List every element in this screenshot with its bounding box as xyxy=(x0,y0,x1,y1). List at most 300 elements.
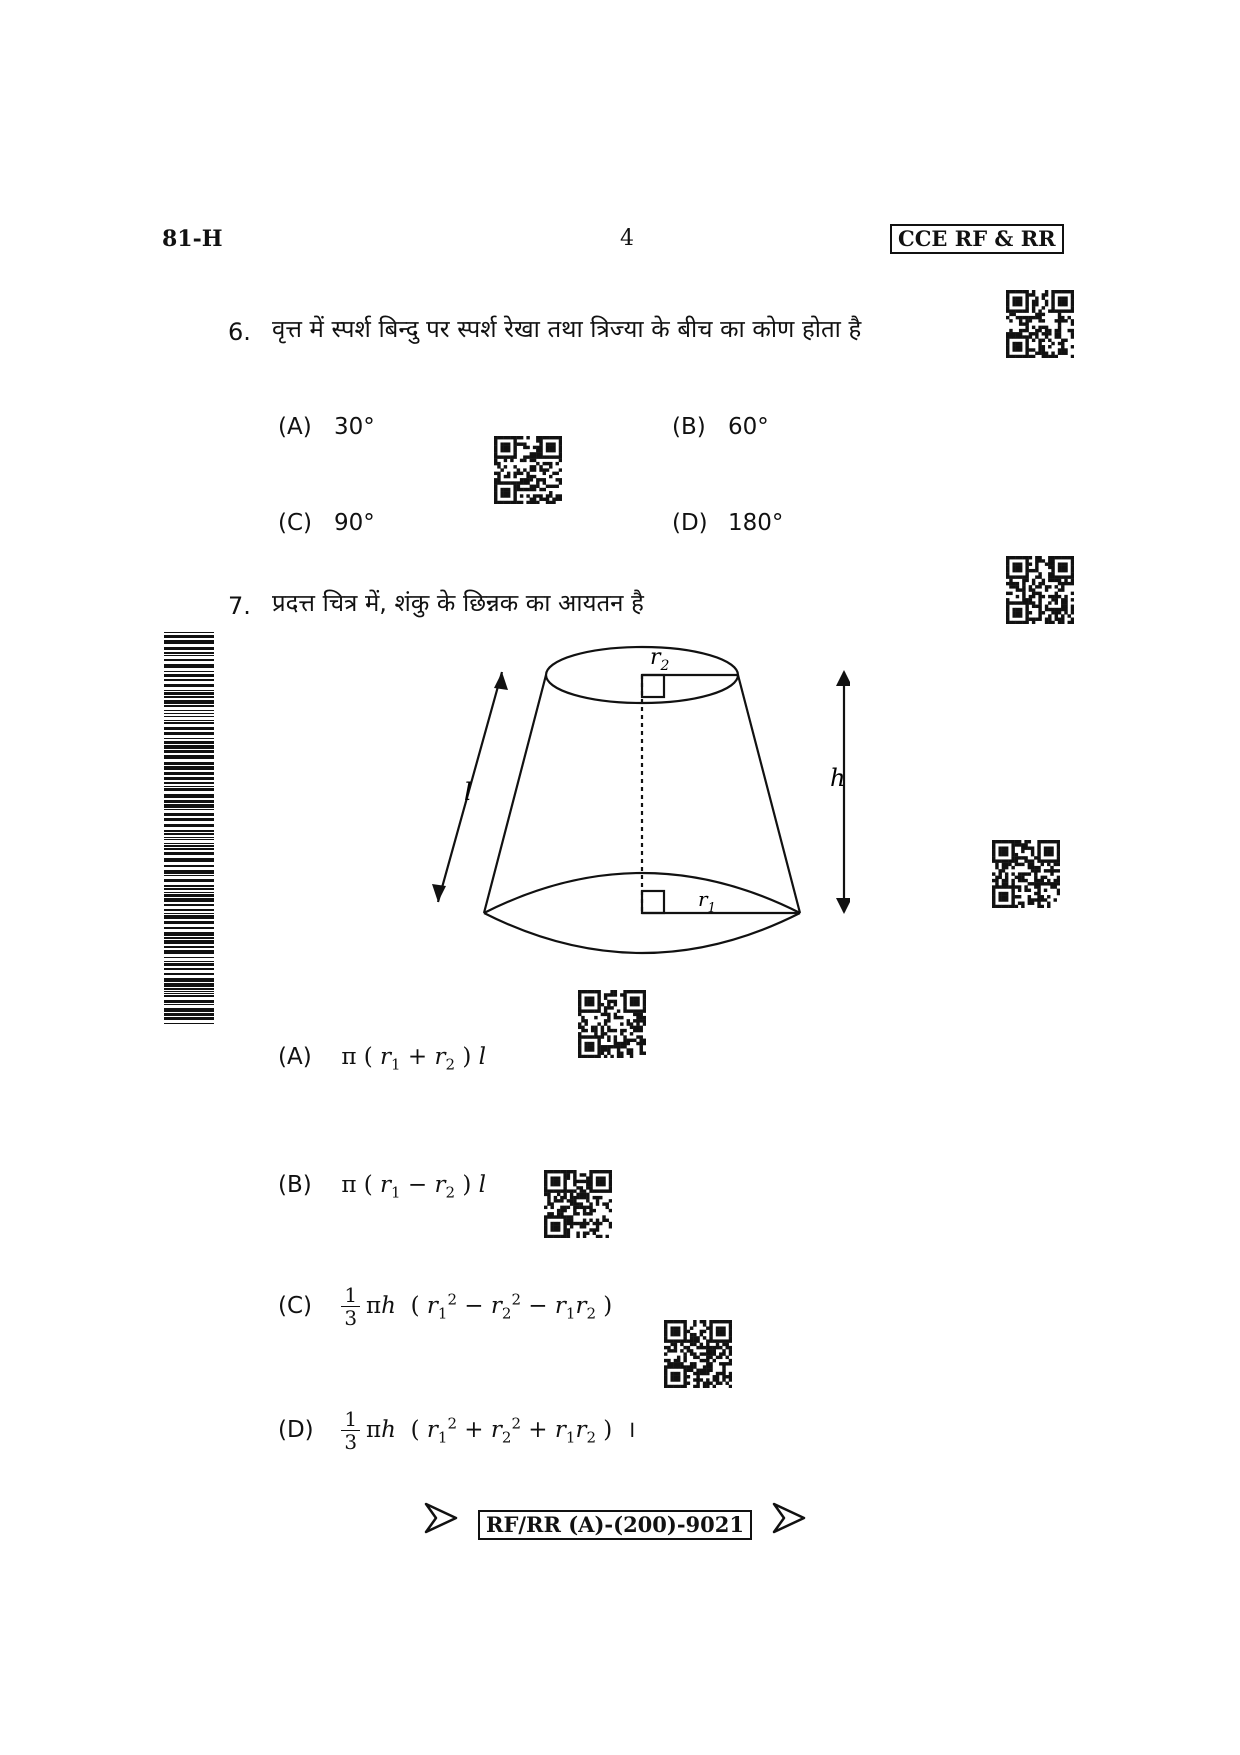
qr-module xyxy=(1038,345,1041,348)
qr-module xyxy=(1021,843,1024,846)
qr-module xyxy=(667,1339,670,1342)
qr-module xyxy=(556,494,559,497)
qr-module xyxy=(1064,319,1067,322)
qr-module xyxy=(589,1186,592,1189)
qr-module xyxy=(533,452,536,455)
qr-module xyxy=(576,1212,579,1215)
barcode-bar xyxy=(164,894,214,897)
qr-module xyxy=(677,1330,680,1333)
qr-module xyxy=(560,1235,563,1238)
qr-module xyxy=(581,1016,584,1019)
qr-module xyxy=(995,863,998,866)
qr-module xyxy=(1068,290,1071,293)
qr-module xyxy=(667,1346,670,1349)
qr-module xyxy=(1058,342,1061,345)
qr-module xyxy=(677,1362,680,1365)
qr-module xyxy=(1019,345,1022,348)
qr-module xyxy=(1064,556,1067,559)
question-6-text: वृत्त में स्पर्श बिन्दु पर स्पर्श रेखा तथा त्रिज्या के बीच का कोण होता है xyxy=(272,315,862,343)
qr-module xyxy=(1022,575,1025,578)
qr-module xyxy=(583,1193,586,1196)
qr-module xyxy=(591,996,594,999)
barcode-bar xyxy=(164,843,214,844)
barcode-bar xyxy=(164,800,214,803)
qr-module xyxy=(1012,585,1015,588)
qr-module xyxy=(576,1180,579,1183)
qr-module xyxy=(597,1045,600,1048)
qr-module xyxy=(1047,853,1050,856)
qr-module xyxy=(500,494,503,497)
qr-module xyxy=(614,993,617,996)
qr-module xyxy=(1071,566,1074,569)
qr-module xyxy=(640,1042,643,1045)
qr-module xyxy=(589,1219,592,1222)
qr-module xyxy=(559,481,562,484)
qr-module xyxy=(494,455,497,458)
qr-module xyxy=(1006,303,1009,306)
qr-module xyxy=(1038,608,1041,611)
qr-module xyxy=(995,859,998,862)
qr-module xyxy=(1054,869,1057,872)
qr-module xyxy=(706,1343,709,1346)
qr-module xyxy=(517,501,520,504)
qr-module xyxy=(1025,618,1028,621)
qr-module xyxy=(559,468,562,471)
qr-module xyxy=(1029,293,1032,296)
qr-module xyxy=(640,1019,643,1022)
barcode-bar xyxy=(164,696,214,698)
qr-module xyxy=(1058,332,1061,335)
qr-module xyxy=(1005,898,1008,901)
qr-module xyxy=(1002,898,1005,901)
barcode-bar xyxy=(164,652,214,654)
qr-module xyxy=(1051,611,1054,614)
qr-module xyxy=(1055,335,1058,338)
qr-module xyxy=(670,1339,673,1342)
qr-module xyxy=(664,1372,667,1375)
qr-module xyxy=(1011,843,1014,846)
qr-module xyxy=(1057,892,1060,895)
qr-module xyxy=(664,1323,667,1326)
qr-module xyxy=(677,1365,680,1368)
qr-module xyxy=(1006,569,1009,572)
qr-module xyxy=(586,1232,589,1235)
qr-module xyxy=(1038,592,1041,595)
qr-module xyxy=(552,442,555,445)
qr-module xyxy=(517,442,520,445)
qr-module xyxy=(530,475,533,478)
qr-module xyxy=(614,1039,617,1042)
qr-module xyxy=(596,1170,599,1173)
qr-module xyxy=(703,1372,706,1375)
qr-module xyxy=(1024,879,1027,882)
qr-module xyxy=(690,1349,693,1352)
qr-module xyxy=(677,1359,680,1362)
barcode-bar xyxy=(164,804,214,808)
qr-module xyxy=(1041,840,1044,843)
qr-module xyxy=(536,478,539,481)
qr-module xyxy=(1058,326,1061,329)
qr-module xyxy=(1031,863,1034,866)
qr-module xyxy=(606,1202,609,1205)
qr-module xyxy=(1058,588,1061,591)
qr-module xyxy=(1055,329,1058,332)
qr-module xyxy=(729,1352,732,1355)
qr-module xyxy=(563,1225,566,1228)
qr-module xyxy=(700,1343,703,1346)
qr-module xyxy=(696,1369,699,1372)
qr-module xyxy=(623,996,626,999)
qr-module xyxy=(670,1385,673,1388)
qr-module xyxy=(588,1000,591,1003)
qr-module xyxy=(1071,355,1074,358)
qr-module xyxy=(586,1212,589,1215)
qr-module xyxy=(580,1186,583,1189)
qr-module xyxy=(700,1369,703,1372)
qr-module xyxy=(556,455,559,458)
qr-module xyxy=(523,468,526,471)
qr-module xyxy=(1044,889,1047,892)
qr-module xyxy=(643,990,646,993)
qr-module xyxy=(706,1352,709,1355)
qr-module xyxy=(1006,562,1009,565)
qr-module xyxy=(630,1032,633,1035)
qr-module xyxy=(507,488,510,491)
qr-module xyxy=(617,1052,620,1055)
qr-module xyxy=(520,481,523,484)
qr-module xyxy=(1051,290,1054,293)
qr-module xyxy=(713,1339,716,1342)
qr-module xyxy=(1064,348,1067,351)
qr-module xyxy=(617,1055,620,1058)
qr-module xyxy=(517,488,520,491)
qr-module xyxy=(544,1232,547,1235)
qr-module xyxy=(1024,872,1027,875)
qr-module xyxy=(677,1385,680,1388)
barcode-bar xyxy=(164,632,214,633)
qr-module xyxy=(563,1193,566,1196)
qr-module xyxy=(1016,556,1019,559)
qr-module xyxy=(623,1045,626,1048)
barcode-bar xyxy=(164,978,214,982)
qr-module xyxy=(546,494,549,497)
barcode-bar xyxy=(164,993,214,994)
qr-module xyxy=(1002,840,1005,843)
option-value: 60° xyxy=(728,414,769,440)
qr-module xyxy=(1061,608,1064,611)
qr-module xyxy=(1025,621,1028,624)
qr-module xyxy=(664,1382,667,1385)
qr-module xyxy=(597,1006,600,1009)
qr-module xyxy=(552,472,555,475)
qr-module xyxy=(596,1183,599,1186)
barcode-bar xyxy=(164,1023,214,1024)
qr-module xyxy=(1016,601,1019,604)
label-h: h xyxy=(830,764,846,792)
qr-module xyxy=(998,895,1001,898)
qr-module xyxy=(722,1369,725,1372)
qr-module xyxy=(693,1372,696,1375)
qr-module xyxy=(543,481,546,484)
qr-module xyxy=(709,1346,712,1349)
qr-module xyxy=(1016,575,1019,578)
barcode-bar xyxy=(164,786,214,787)
qr-module xyxy=(604,996,607,999)
qr-module xyxy=(504,449,507,452)
qr-module xyxy=(620,1052,623,1055)
qr-module xyxy=(552,449,555,452)
barcode-bar xyxy=(164,904,214,906)
qr-module xyxy=(546,446,549,449)
qr-module xyxy=(1050,846,1053,849)
qr-module xyxy=(617,1009,620,1012)
qr-module xyxy=(1055,575,1058,578)
qr-module xyxy=(513,501,516,504)
qr-module xyxy=(1006,621,1009,624)
qr-module xyxy=(1071,345,1074,348)
barcode-bar xyxy=(164,777,214,780)
qr-module xyxy=(700,1330,703,1333)
arrow-head xyxy=(836,898,850,914)
qr-module xyxy=(1048,329,1051,332)
qr-module xyxy=(1011,866,1014,869)
qr-module xyxy=(544,1193,547,1196)
qr-module xyxy=(1018,872,1021,875)
qr-module xyxy=(586,1222,589,1225)
qr-module xyxy=(601,1029,604,1032)
qr-module xyxy=(1011,902,1014,905)
barcode-bar xyxy=(164,892,214,893)
qr-module xyxy=(576,1235,579,1238)
qr-module xyxy=(1019,566,1022,569)
qr-module xyxy=(633,990,636,993)
qr-module xyxy=(687,1346,690,1349)
option-label: (B) xyxy=(672,414,706,440)
qr-module xyxy=(513,498,516,501)
barcode-bar xyxy=(164,961,214,962)
qr-module xyxy=(1025,345,1028,348)
qr-module xyxy=(1032,303,1035,306)
qr-module xyxy=(1032,569,1035,572)
qr-module xyxy=(1019,332,1022,335)
qr-module xyxy=(667,1320,670,1323)
qr-module xyxy=(683,1339,686,1342)
qr-module xyxy=(1009,556,1012,559)
qr-module xyxy=(1068,309,1071,312)
option-value: 30° xyxy=(334,414,375,440)
qr-module xyxy=(1031,902,1034,905)
qr-module xyxy=(729,1346,732,1349)
qr-module xyxy=(546,468,549,471)
qr-module xyxy=(1061,339,1064,342)
qr-module xyxy=(549,462,552,465)
qr-module xyxy=(1016,355,1019,358)
qr-module xyxy=(1058,309,1061,312)
qr-module xyxy=(693,1365,696,1368)
qr-module xyxy=(1045,303,1048,306)
qr-module xyxy=(709,1326,712,1329)
qr-module xyxy=(523,488,526,491)
qr-module xyxy=(716,1330,719,1333)
qr-module xyxy=(563,1176,566,1179)
qr-module xyxy=(627,1042,630,1045)
barcode-bar xyxy=(164,991,214,992)
qr-module xyxy=(1015,895,1018,898)
q6-option-a xyxy=(278,414,375,440)
qr-module xyxy=(1025,306,1028,309)
qr-module xyxy=(533,498,536,501)
qr-module xyxy=(1022,309,1025,312)
qr-module xyxy=(1042,313,1045,316)
qr-module xyxy=(998,869,1001,872)
qr-module xyxy=(1038,601,1041,604)
qr-module xyxy=(1050,869,1053,872)
qr-module xyxy=(573,1212,576,1215)
qr-module xyxy=(636,1026,639,1029)
qr-module xyxy=(510,436,513,439)
qr-module xyxy=(1044,876,1047,879)
qr-module xyxy=(563,1222,566,1225)
label-r2: $r_2$ xyxy=(650,645,670,674)
qr-module xyxy=(530,452,533,455)
qr-module xyxy=(591,1000,594,1003)
qr-module xyxy=(1045,618,1048,621)
qr-module xyxy=(1057,843,1060,846)
qr-module xyxy=(636,1003,639,1006)
qr-module xyxy=(1061,348,1064,351)
qr-module xyxy=(536,439,539,442)
qr-module xyxy=(517,481,520,484)
qr-module xyxy=(546,455,549,458)
qr-module xyxy=(552,501,555,504)
right-angle-bottom xyxy=(642,891,664,913)
qr-module xyxy=(1038,618,1041,621)
qr-module xyxy=(1061,569,1064,572)
qr-module xyxy=(539,494,542,497)
qr-module xyxy=(640,1013,643,1016)
qr-module xyxy=(510,455,513,458)
qr-module xyxy=(664,1385,667,1388)
qr-module xyxy=(523,481,526,484)
barcode-bar xyxy=(164,995,214,997)
qr-module xyxy=(703,1352,706,1355)
qr-module xyxy=(1018,840,1021,843)
barcode-bar xyxy=(164,813,214,816)
barcode-bar xyxy=(164,710,214,711)
qr-module xyxy=(1032,601,1035,604)
qr-module xyxy=(573,1189,576,1192)
qr-module xyxy=(1005,850,1008,853)
qr-code-icon xyxy=(1006,290,1074,358)
qr-module xyxy=(578,1000,581,1003)
qr-module xyxy=(1057,863,1060,866)
barcode-bar xyxy=(164,932,214,936)
qr-module xyxy=(1016,316,1019,319)
qr-module xyxy=(1051,293,1054,296)
qr-module xyxy=(573,1180,576,1183)
qr-module xyxy=(1051,575,1054,578)
qr-module xyxy=(713,1346,716,1349)
qr-module xyxy=(606,1170,609,1173)
qr-module xyxy=(1051,355,1054,358)
qr-module xyxy=(554,1199,557,1202)
qr-module xyxy=(567,1206,570,1209)
qr-module xyxy=(596,1199,599,1202)
qr-module xyxy=(709,1356,712,1359)
qr-module xyxy=(683,1375,686,1378)
qr-module xyxy=(1061,582,1064,585)
qr-module xyxy=(591,1026,594,1029)
qr-module xyxy=(1055,290,1058,293)
barcode-bar xyxy=(164,830,214,832)
qr-module xyxy=(992,853,995,856)
qr-module xyxy=(1019,319,1022,322)
qr-module xyxy=(992,905,995,908)
qr-module xyxy=(530,488,533,491)
qr-module xyxy=(713,1375,716,1378)
qr-module xyxy=(1016,582,1019,585)
qr-module xyxy=(630,996,633,999)
qr-module xyxy=(1015,863,1018,866)
qr-module xyxy=(1016,300,1019,303)
qr-module xyxy=(1055,579,1058,582)
qr-module xyxy=(1019,621,1022,624)
qr-module xyxy=(1048,556,1051,559)
qr-module xyxy=(610,1029,613,1032)
qr-module xyxy=(1054,863,1057,866)
qr-module xyxy=(703,1382,706,1385)
qr-module xyxy=(1071,306,1074,309)
qr-module xyxy=(573,1222,576,1225)
qr-module xyxy=(1025,335,1028,338)
qr-module xyxy=(1047,846,1050,849)
qr-module xyxy=(1048,621,1051,624)
qr-module xyxy=(1068,621,1071,624)
qr-module xyxy=(536,446,539,449)
qr-module xyxy=(570,1193,573,1196)
qr-module xyxy=(670,1362,673,1365)
qr-module xyxy=(544,1180,547,1183)
qr-module xyxy=(1064,582,1067,585)
qr-module xyxy=(543,478,546,481)
qr-module xyxy=(693,1333,696,1336)
option-label: (A) xyxy=(278,414,312,440)
qr-module xyxy=(584,1048,587,1051)
qr-module xyxy=(604,1048,607,1051)
qr-module xyxy=(1038,585,1041,588)
qr-module xyxy=(604,1006,607,1009)
qr-module xyxy=(1028,889,1031,892)
qr-module xyxy=(674,1378,677,1381)
qr-module xyxy=(500,446,503,449)
qr-module xyxy=(623,1039,626,1042)
qr-module xyxy=(630,1000,633,1003)
qr-module xyxy=(1021,879,1024,882)
qr-module xyxy=(1016,332,1019,335)
qr-module xyxy=(520,494,523,497)
qr-module xyxy=(696,1382,699,1385)
qr-module xyxy=(1071,293,1074,296)
qr-module xyxy=(539,468,542,471)
qr-module xyxy=(1029,332,1032,335)
qr-module xyxy=(643,1000,646,1003)
qr-module xyxy=(1038,611,1041,614)
qr-module xyxy=(1061,556,1064,559)
qr-module xyxy=(1005,879,1008,882)
barcode-bar xyxy=(164,1013,214,1016)
qr-module xyxy=(597,1009,600,1012)
qr-module xyxy=(586,1176,589,1179)
